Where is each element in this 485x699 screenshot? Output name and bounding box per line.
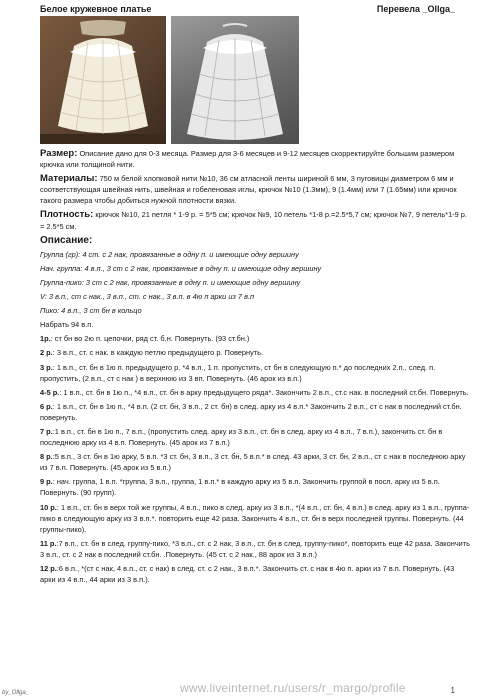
row-text: : 3 в.п., ст. с нак. в каждую петлю предыдущего р. Повернуть. (52, 348, 264, 358)
gauge-text: крючок №10, 21 петля * 1-9 р. = 5*5 см; крючок №9, 10 петель *1-8 р.=2.5*5,7 см; крючок №7, 9 петель*1-9 р. = 2.5*5 см. (40, 210, 467, 231)
row-instruction (40, 362, 471, 384)
row-text: : 1 в.п., ст. бн в 1ю п. предыдущего р. *4 в.п., 1 п. пропустить, ст бн в следующую п.* до последних 2.п., след. п. пропустить, (2 в.п., ст с нак ) в верхнюю из 3 вп. Повернуть. (46 арок из в.п.) (40, 362, 436, 383)
legend-item: V: 3 в.п., ст с нак., 3 в.п., ст. с нак., 3 в.п. в 4ю п арки из 7 в.п (40, 292, 255, 302)
row-number: 8 р. (40, 452, 53, 462)
gauge-paragraph (40, 209, 471, 231)
row-text: : 1 в.п., ст. бн в 1ю п., *4 в.п. (2 ст. бн, 3 в.п., 2 ст. бн) в след. арку из 4 в.п.* Закончить 2 в.п., ст с нак в последний ст.бн. повернуть. (40, 401, 462, 422)
row-text: :1 в.п., ст. бн в 1ю п., 7 в.п., (пропустить след. арку из 3 в.п., ст. бн в след. арку из 4 в.п., 7 в.п.), закончить ст. бн в последнюю арку из 4 в.п. Повернуть. (45 арок из 7 в.п.) (40, 426, 443, 448)
size-label: Размер: (40, 148, 78, 159)
row-instruction (40, 333, 471, 344)
row-instruction (40, 401, 471, 423)
dress-photo-color (40, 16, 166, 144)
materials-text: 750 м белой хлопковой нити №10, 36 см атласной ленты шириной 6 мм, 3 пуговицы диаметром 6 мм и соответствующая швейная нить, швейная и гобеленовая иглы, крючок №10 (1.3мм), 9 (1.4мм) или 7 (1.65мм) или крючок такого размера чтобы добиться нужной плотности вязки. (40, 174, 457, 206)
page-number: 1 (450, 686, 455, 695)
row-number: 3 р. (40, 362, 53, 372)
dress-photo-bw (171, 16, 299, 144)
row-instruction (40, 563, 471, 585)
row-number: 11 р. (40, 538, 57, 548)
row-instruction (40, 387, 471, 398)
row-number: 12 р. (40, 564, 57, 573)
materials-paragraph (40, 173, 471, 206)
row-number: 10 р. (40, 502, 57, 512)
signature-mark: by_Ollga_ (2, 690, 30, 696)
row-instruction (40, 502, 471, 535)
row-instruction (40, 538, 471, 560)
row-instruction (40, 347, 471, 358)
row-text: :5 в.п., 3 ст. бн в 1ю арку, 5 в.п. *3 ст. бн, 3 в.п., 3 ст. бн, 5 в.п.* в след. 43 арки, 3 ст. бн, 2 в.п., ст с нак в последнюю арку из 7 в.п. Повернуть. (45 арок из 5 в.п.) (40, 452, 466, 473)
pattern-text (40, 148, 471, 588)
size-paragraph (40, 148, 471, 170)
materials-label: Материалы: (40, 173, 98, 185)
row-number: 7 р. (40, 426, 53, 436)
row-number: 4-5 р. (40, 387, 60, 397)
translator-credit: Перевела _Ollga_ (376, 4, 455, 14)
row-text: :6 в.п., *(ст с нак, 4 в.п., ст. с нак) в след. ст. с 2 нак., 3 в.п.*. Закончить ст. с нак в 4ю п. арки из 7 в.п. Повернуть. (43 арки из 4 в.п., 44 арки из 3 в.п.). (40, 564, 455, 585)
row-number: 2 р. (40, 348, 53, 358)
row-text: : ст бн во 2ю п. цепочки, ряд ст. б.н. Повернуть. (93 ст.бн.) (50, 334, 250, 344)
row-number: 6 р. (40, 401, 53, 411)
legend-item: Нач. группа: 4 в.п., 3 ст с 2 нак, провязанные в одну п. и имеющие одну вершину (40, 263, 322, 273)
row-text: : нач. группа, 1 в.п. *группа, 3 в.п., группа, 1 в.п.* в каждую арку из 5 в.п. Закончить группой в посл. арку из 5 в.п. Повернуть. (90 групп). (40, 477, 440, 498)
document-title: Белое кружевное платье (40, 4, 152, 14)
row-text: : 1 в.п., ст. бн в 1ю п., *4 в.п., ст. бн в арку предыдущего ряда*. Закончить 2 в.п., ст.с нак. в последний ст.бн. Повернуть. (59, 387, 469, 397)
row-instruction (40, 476, 471, 498)
row-instruction (40, 451, 471, 473)
legend-item: Пико: 4 в.п., 3 ст бн в кольцо (40, 306, 142, 316)
watermark-url: www.liveinternet.ru/users/r_margo/profile (180, 681, 406, 695)
legend-item: Группа (гр): 4 ст. с 2 нак, провязанные в одну п. и имеющие одну вершину (40, 249, 299, 259)
start-instruction: Набрать 94 в.п. (40, 320, 94, 330)
description-title: Описание: (40, 234, 93, 246)
size-text: Описание дано для 0-3 месяца. Размер для 3-6 месяцев и 9-12 месяцев скорректируйте большим размером крючка или толщиной нити. (40, 149, 455, 170)
row-text: :7 в.п., ст. бн в след. группу-пико, *3 в.п., ст. с 2 нак, 3 в.п., ст. бн в след. группу-пико*, повторить еще 42 раза. Закончить 3 в.п., ст. с 2 нак в последний ст.бн. .Повернуть. (45 ст. с 2 нак., 88 арок из 3 в.п.) (40, 538, 471, 559)
row-instruction (40, 426, 471, 448)
row-text: : 1 в.п., ст. бн в верх той же группы, 4 в.п., пико в след. арку из 3 в.п., *(4 в.п., ст. бн, 4 в.п.) в след. арку из 1 в.п., группа-пико в следующую арку из 3 в.п.*. повторить еще 42 раза. Закончить 4 в.п., ст. бн в верх последней группы. Повернуть. (44 группы-пико). (40, 502, 470, 534)
legend-item: Группа-пико: 3 ст с 2 нак, провязанные в одну п. и имеющие одну вершину (40, 277, 301, 287)
gauge-label: Плотность: (40, 209, 94, 221)
row-number: 1р. (40, 334, 51, 344)
row-number: 9 р. (40, 477, 53, 487)
